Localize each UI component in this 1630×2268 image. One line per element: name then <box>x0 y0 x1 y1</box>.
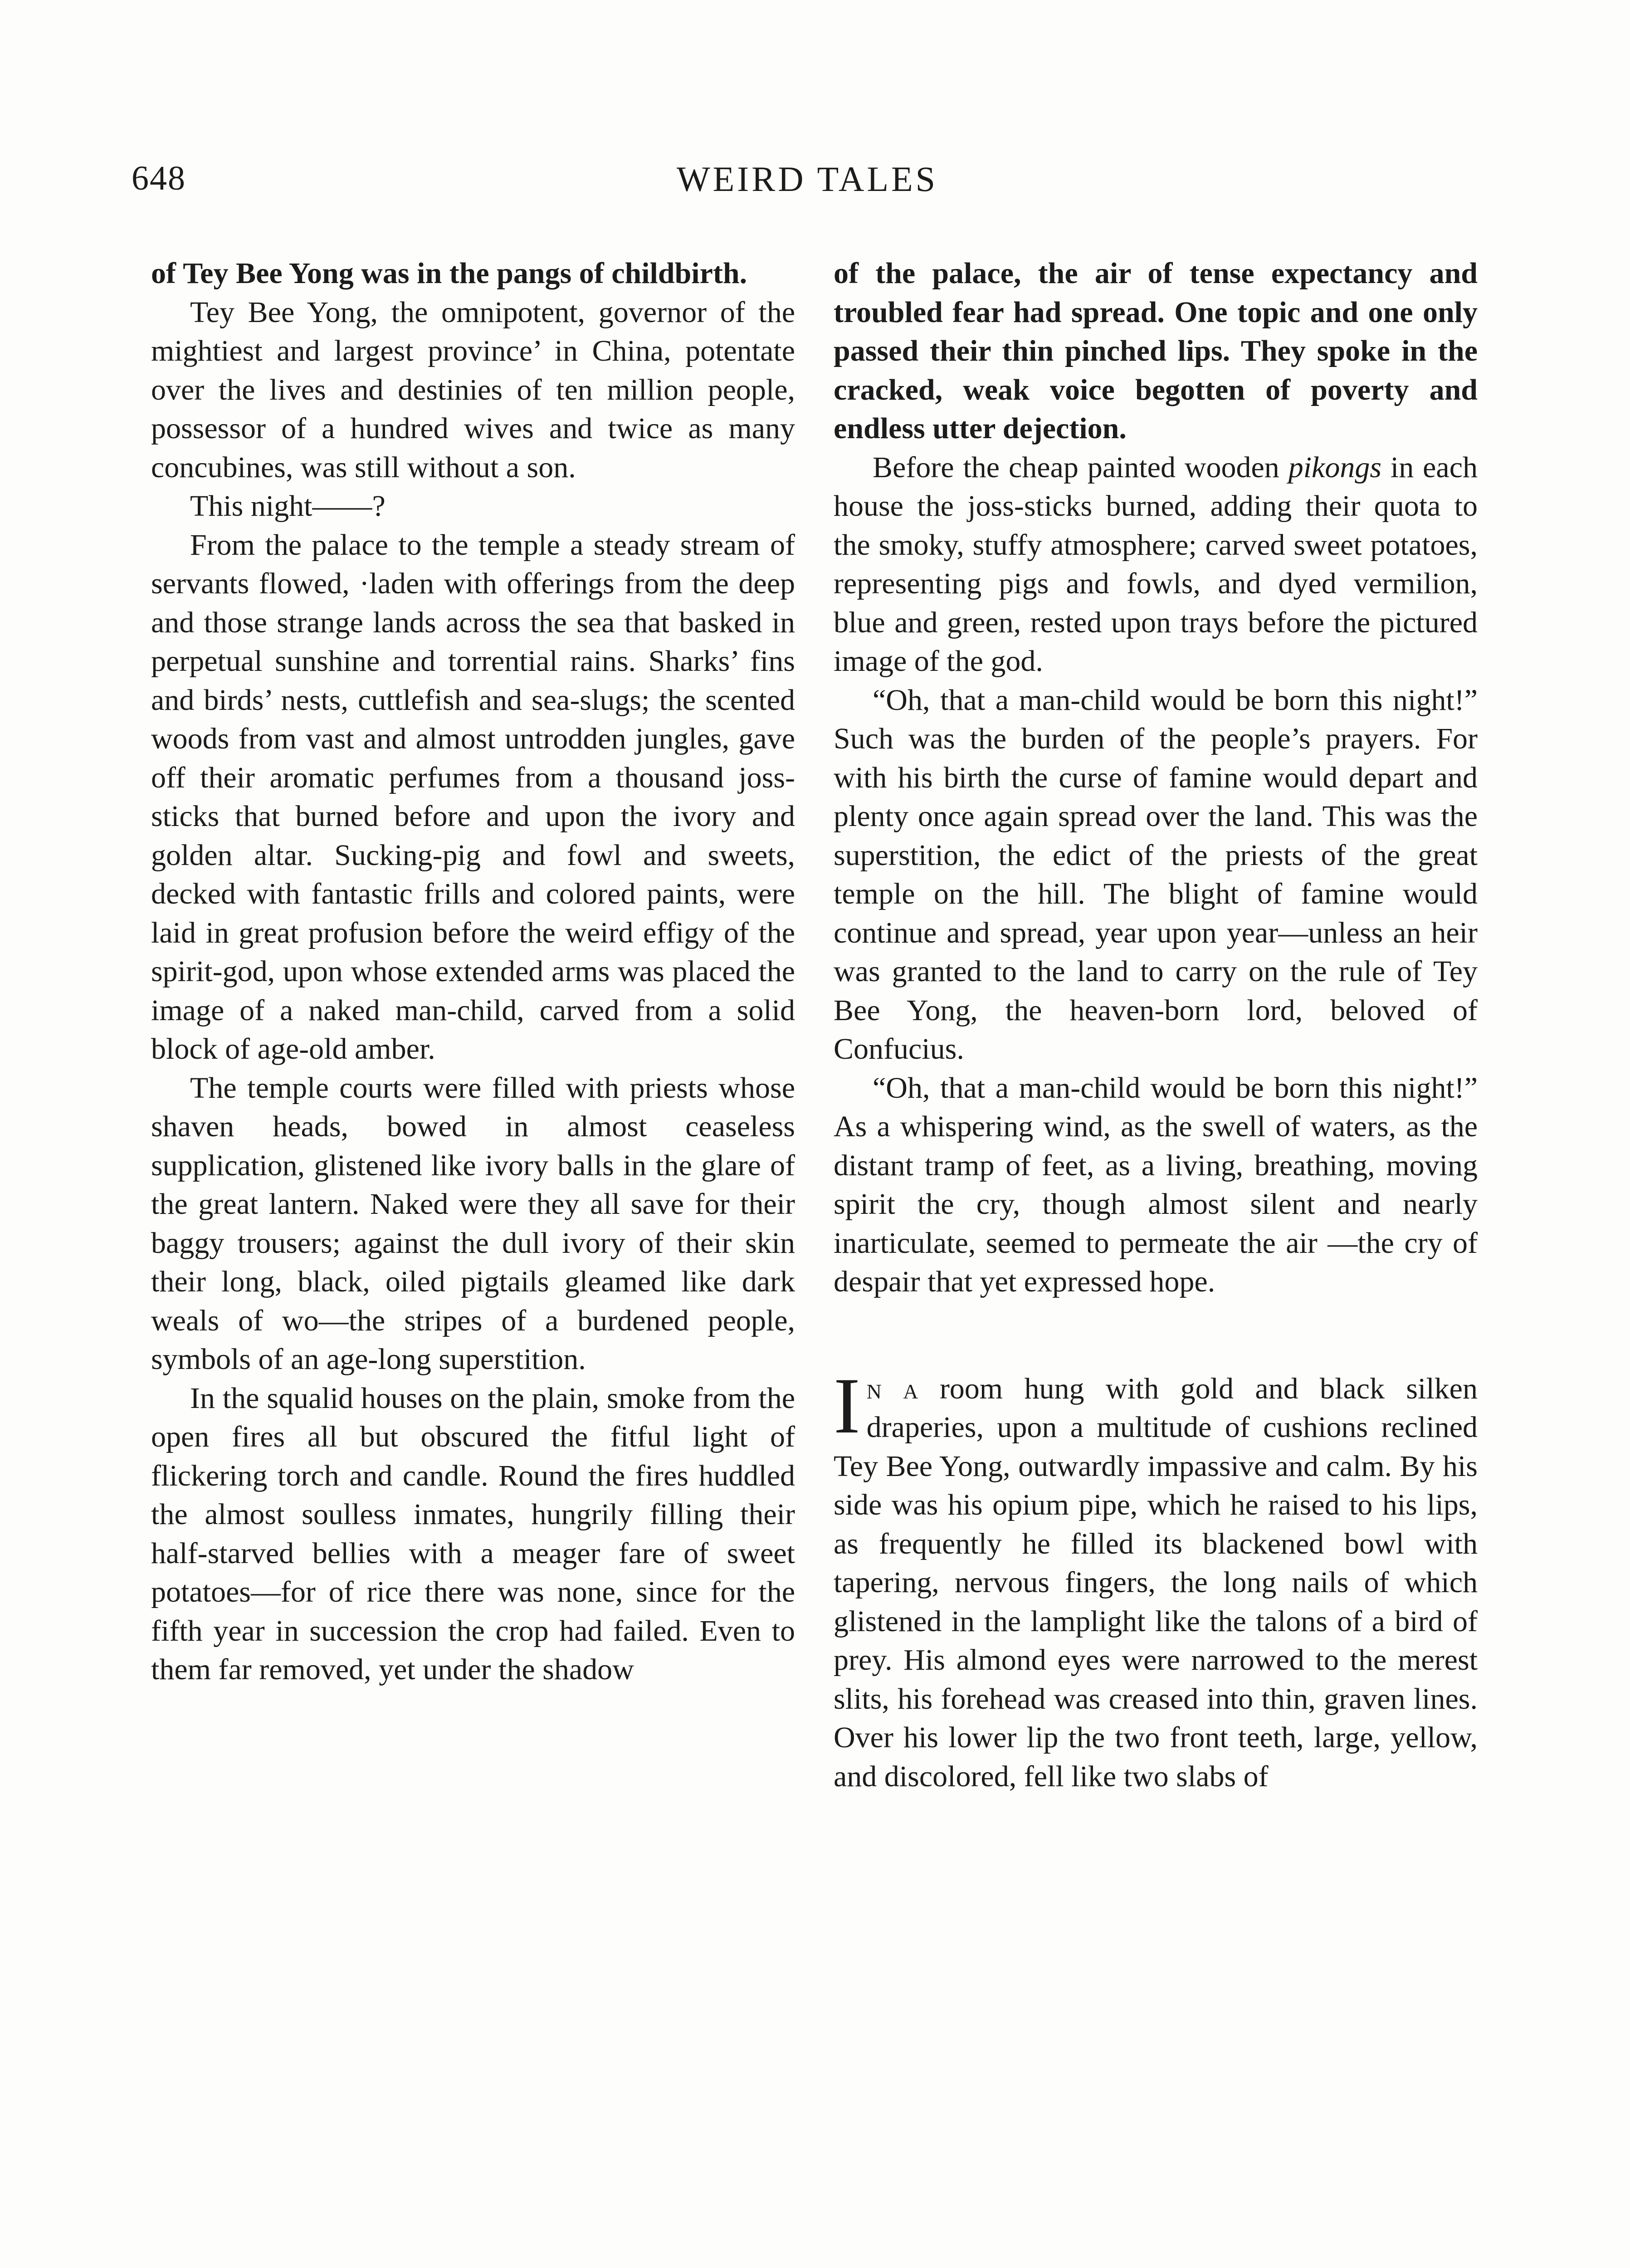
right-column <box>834 254 1478 1796</box>
paragraph-text: in each house the joss-sticks burned, adding their quota to the smoky, stuffy atmosphere; carved sweet potatoes, representing pigs and fowls, and dyed vermilion, blue and green, rested upon trays before the pictured image of the god. <box>834 450 1478 678</box>
running-head <box>132 159 1483 204</box>
section-opening <box>834 1361 1478 1796</box>
paragraph: “Oh, that a man-child would be born this night!” Such was the burden of the people’s prayers. For with his birth the curse of famine would depart and plenty once again spread over the land. This was the superstition, the edict of the priests of the great temple on the hill. The blight of famine would continue and spread, year upon year—unless an heir was granted to the land to carry on the rule of Tey Bee Yong, the heaven-born lord, beloved of Confucius. <box>834 683 1478 1066</box>
small-caps-lead: n a <box>866 1372 918 1405</box>
drop-cap: I <box>834 1361 860 1450</box>
paragraph <box>834 448 1478 681</box>
journal-title: WEIRD TALES <box>676 159 938 199</box>
paragraph: Tey Bee Yong, the omnipotent, governor of the mightiest and largest province’ in China, potentate over the lives and destinies of ten million people, possessor of a hundred wives and twice as many concubines, was still without a son. <box>151 295 795 484</box>
paragraph: of Tey Bee Yong was in the pangs of childbirth. <box>151 257 747 290</box>
italic-word: pikongs <box>1288 450 1382 484</box>
paragraph: The temple courts were filled with priests whose shaven heads, bowed in almost ceaseless supplication, glistened like ivory balls in the glare of the great lantern. Naked were they all save for their baggy trousers; against the dull ivory of their skin their long, black, oiled pigtails gleamed like dark weals of wo—the stripes of a burdened people, symbols of an age-long superstition. <box>151 1071 795 1376</box>
paragraph: of the palace, the air of tense expectancy and troubled fear had spread. One topic and one only passed their thin pinched lips. They spoke in the cracked, weak voice begotten of poverty and endless utter dejection. <box>834 257 1478 445</box>
paragraph: In the squalid houses on the plain, smoke from the open fires all but obscured the fitful light of flickering torch and candle. Round the fires huddled the almost soulless inmates, hungrily filling their half-starved bellies with a meager fare of sweet potatoes—for of rice there was none, since for the fifth year in succession the crop had failed. Even to them far removed, yet under the shadow <box>151 1381 795 1686</box>
page-number: 648 <box>132 159 186 197</box>
paragraph: This night——? <box>190 489 386 523</box>
left-column <box>151 254 795 1689</box>
paragraph: From the palace to the temple a steady stream of servants flowed, ·laden with offerings from the deep and those strange lands across the sea that basked in perpetual sunshine and torrential rains. Sharks’ fins and birds’ nests, cuttlefish and sea-slugs; the scented woods from vast and almost untrodden jungles, gave off their aromatic perfumes from a thousand joss-sticks that burned before and upon the ivory and golden altar. Sucking-pig and fowl and sweets, decked with fantastic frills and colored paints, were laid in great profusion before the weird effigy of the spirit-god, upon whose extended arms was placed the image of a naked man-child, carved from a solid block of age-old amber. <box>151 528 795 1066</box>
paragraph-text: room hung with gold and black silken draperies, upon a multitude of cushions reclined Tey Bee Yong, outwardly impassive and calm. By his side was his opium pipe, which he raised to his lips, as frequently he filled its blackened bowl with tapering, nervous fingers, the long nails of which glistened in the lamplight like the talons of a bird of prey. His almond eyes were narrowed to the merest slits, his forehead was creased into thin, graven lines. Over his lower lip the two front teeth, large, yellow, and discolored, fell like two slabs of <box>834 1372 1478 1793</box>
paragraph-text: Before the cheap painted wooden <box>873 450 1288 484</box>
paragraph: “Oh, that a man-child would be born this night!” As a whispering wind, as the swell of waters, as the distant tramp of feet, as a living, breathing, moving spirit the cry, though almost silent and nearly inarticulate, seemed to permeate the air —the cry of despair that yet expressed hope. <box>834 1071 1478 1298</box>
